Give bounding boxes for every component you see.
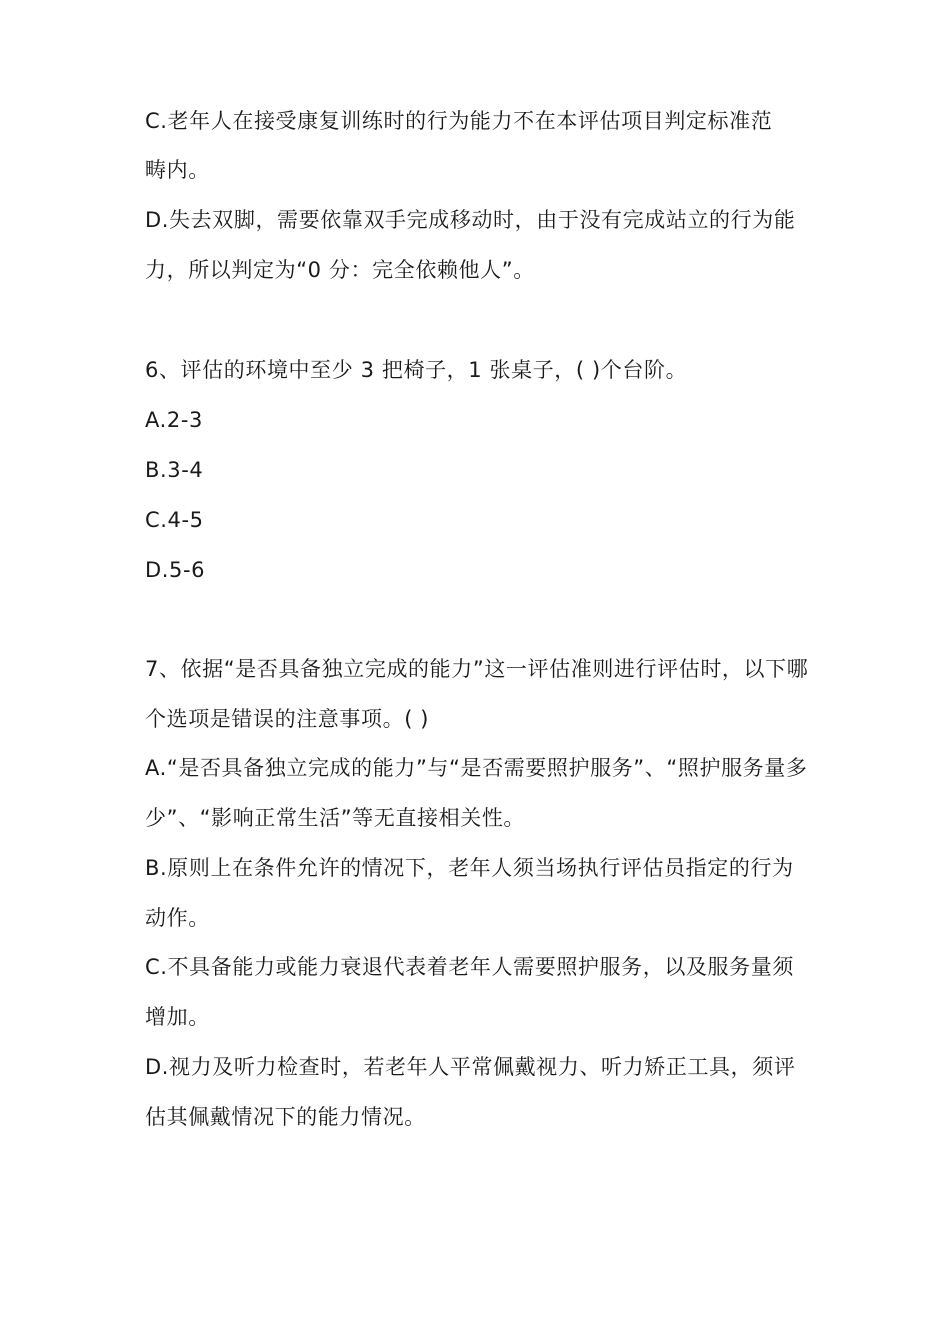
q6-option-a: A.2-3: [145, 408, 203, 432]
q7-question-line2: 个选项是错误的注意事项。( ): [145, 707, 430, 731]
q5-option-d-line2: 力，所以判定为“0 分：完全依赖他人”。: [145, 258, 535, 282]
q7-question-line1: 7、依据“是否具备独立完成的能力”这一评估准则进行评估时，以下哪: [145, 657, 809, 681]
q7-option-b-line2: 动作。: [145, 906, 210, 930]
q7-option-a-line2: 少”、“影响正常生活”等无直接相关性。: [145, 806, 526, 830]
q7-option-d-line1: D.视力及听力检查时，若老年人平常佩戴视力、听力矫正工具，须评: [145, 1055, 796, 1079]
q7-option-c-line2: 增加。: [145, 1005, 210, 1029]
q6-option-b: B.3-4: [145, 458, 204, 482]
q7-option-c-line1: C.不具备能力或能力衰退代表着老年人需要照护服务，以及服务量须: [145, 955, 794, 979]
q6-question: 6、评估的环境中至少 3 把椅子，1 张桌子，( )个台阶。: [145, 358, 688, 382]
q5-option-c-line1: C.老年人在接受康复训练时的行为能力不在本评估项目判定标准范: [145, 109, 773, 133]
q7-option-b-line1: B.原则上在条件允许的情况下，老年人须当场执行评估员指定的行为: [145, 856, 794, 880]
q7-option-a-line1: A.“是否具备独立完成的能力”与“是否需要照护服务”、“照护服务量多: [145, 756, 808, 780]
q6-option-c: C.4-5: [145, 508, 204, 532]
q6-option-d: D.5-6: [145, 558, 206, 582]
q5-option-c-line2: 畴内。: [145, 158, 210, 182]
q5-option-d-line1: D.失去双脚，需要依靠双手完成移动时，由于没有完成站立的行为能: [145, 208, 796, 232]
q7-option-d-line2: 估其佩戴情况下的能力情况。: [145, 1105, 426, 1129]
